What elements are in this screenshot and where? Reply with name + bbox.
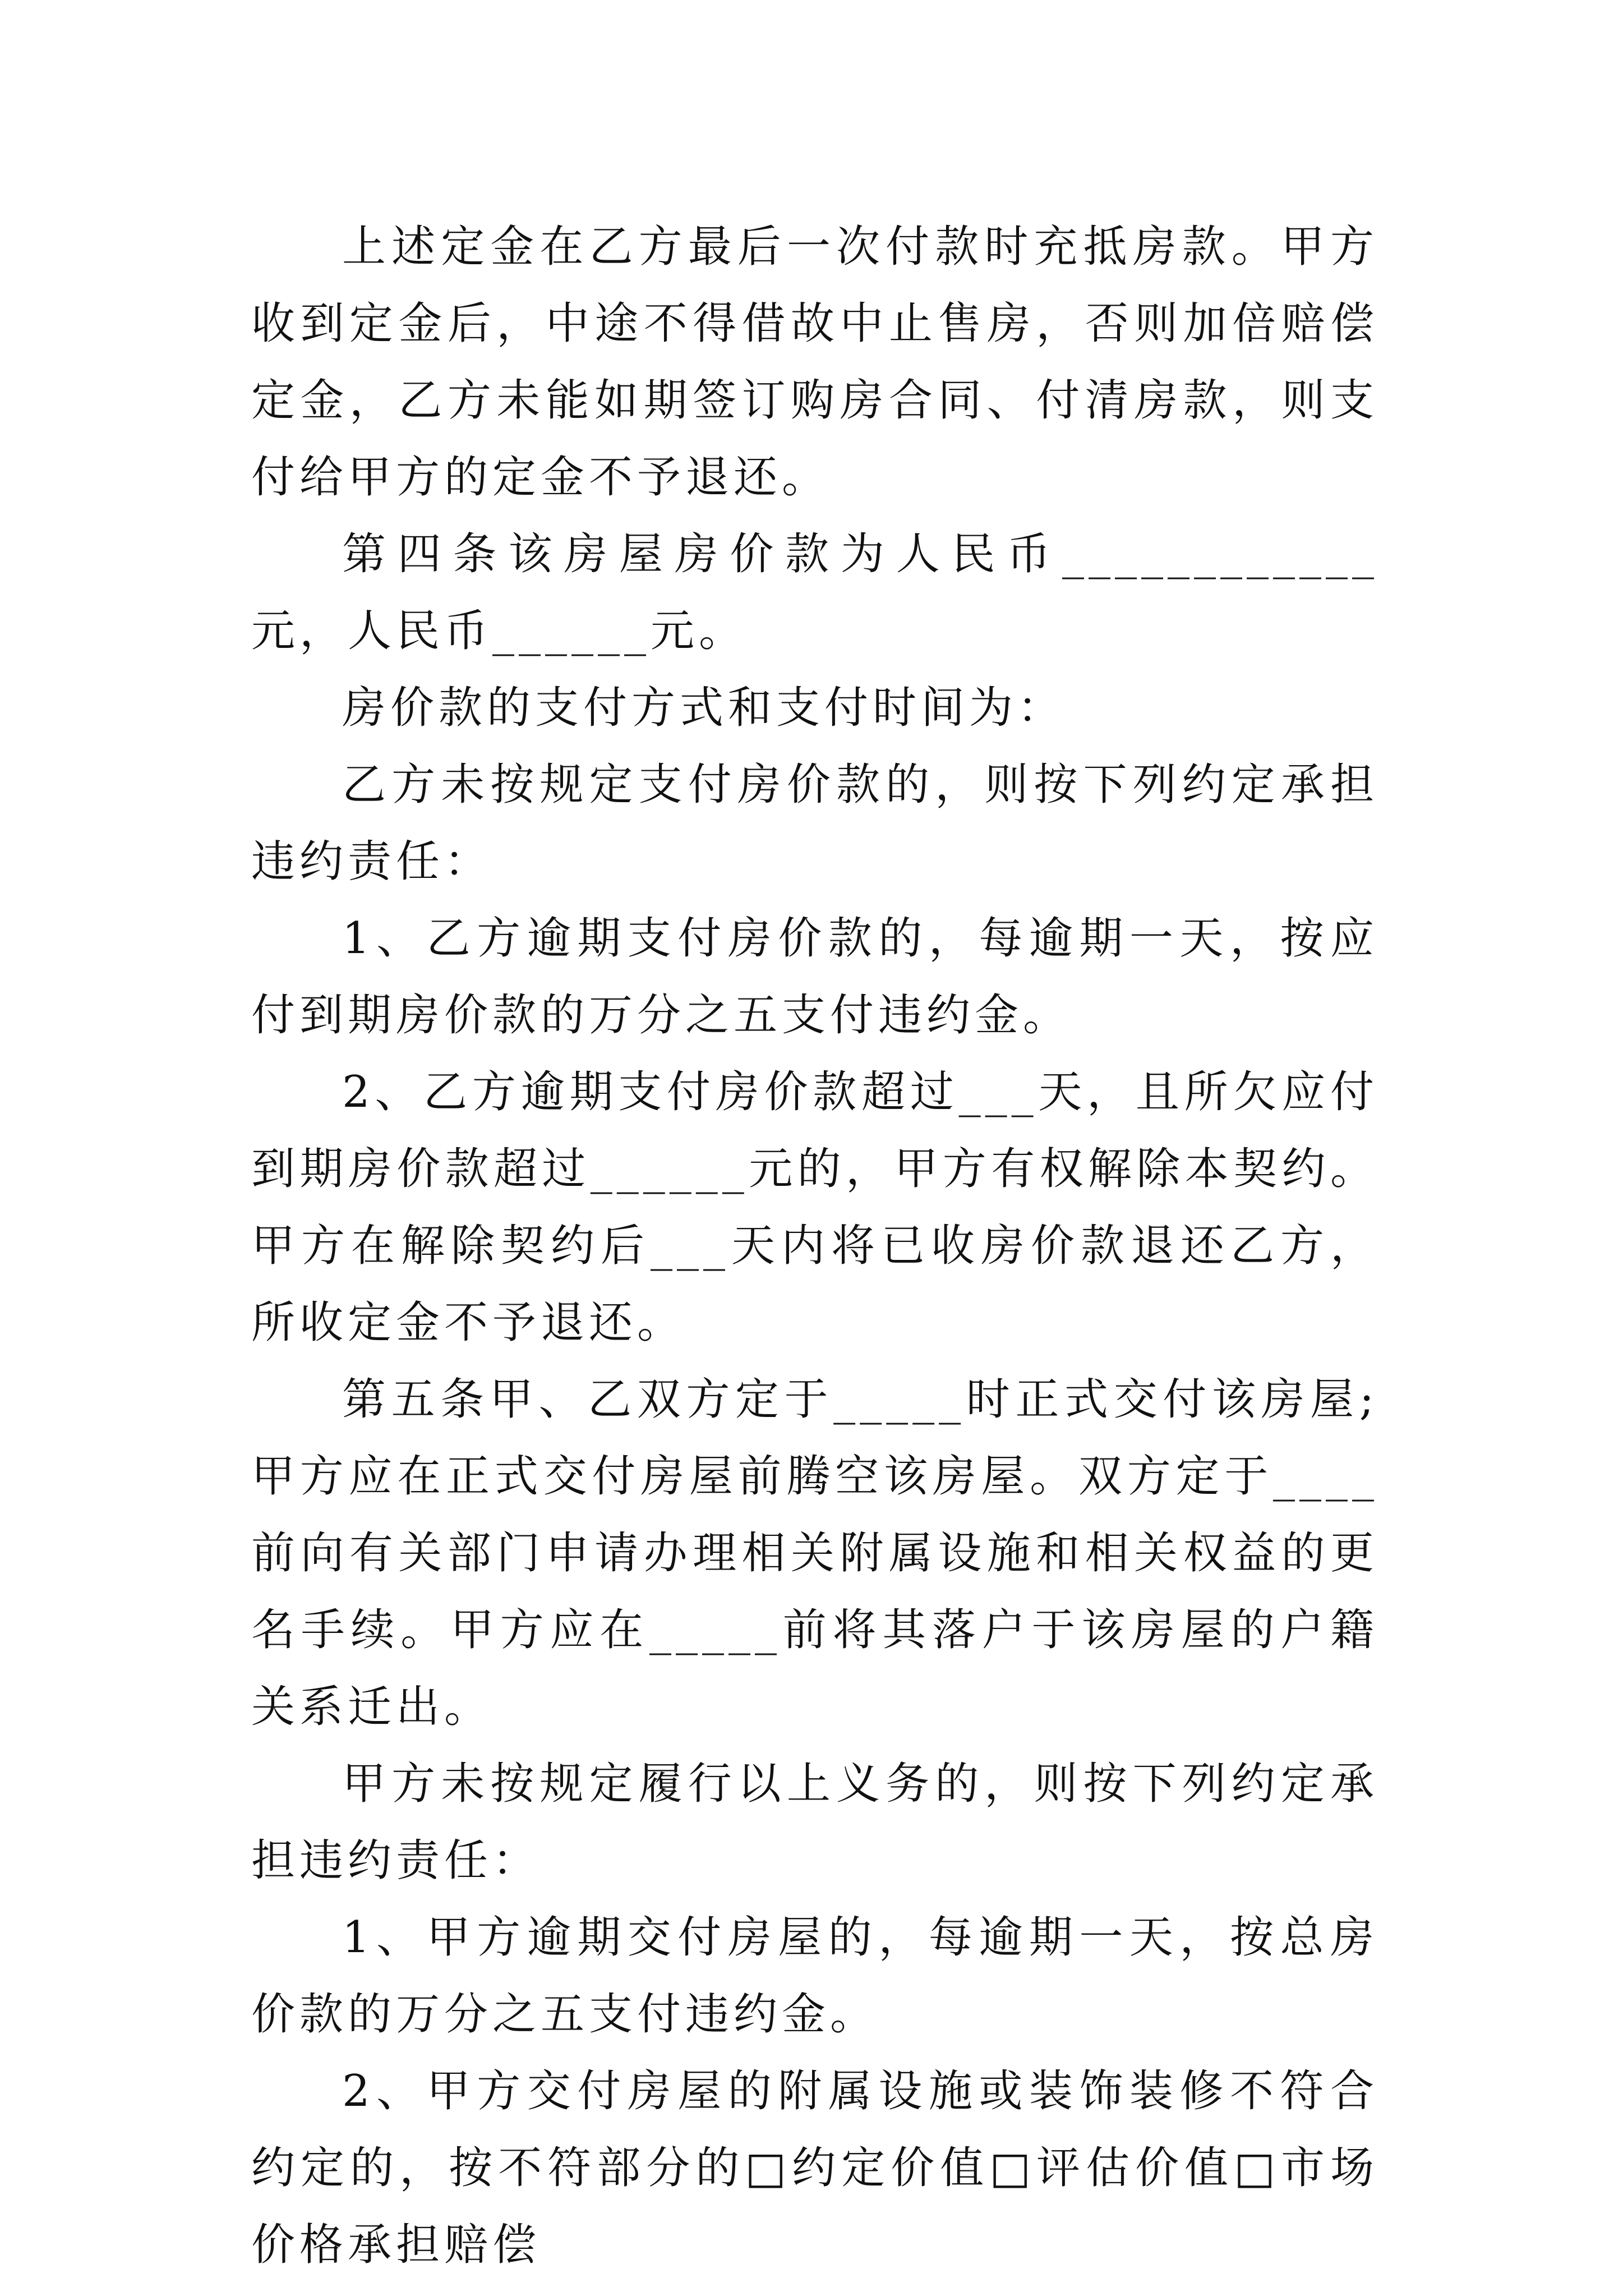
paragraph-article-5-delivery: 第五条甲、乙双方定于_____时正式交付该房屋;甲方应在正式交付房屋前腾空该房屋。双方定于____前向有关部门申请办理相关附属设施和相关权益的更名手续。甲方应在_____前将其落户于该房屋的户籍关系迁出。 <box>251 1374 1378 1732</box>
paragraph-buyer-liability: 乙方未按规定支付房价款的，则按下列约定承担违约责任： <box>251 760 1378 887</box>
paragraph-buyer-liability-2: 2、乙方逾期支付房价款超过___天，且所欠应付到期房价款超过______元的，甲方有权解除本契约。甲方在解除契约后___天内将已收房价款退还乙方，所收定金不予退还。 <box>251 1067 1378 1348</box>
paragraph-seller-liability-2: 2、甲方交付房屋的附属设施或装饰装修不符合约定的，按不符部分的□约定价值□评估价值□市场价格承担赔偿 <box>251 2066 1378 2270</box>
paragraph-seller-liability: 甲方未按规定履行以上义务的，则按下列约定承担违约责任： <box>251 1759 1378 1886</box>
paragraph-seller-liability-1: 1、甲方逾期交付房屋的，每逾期一天，按总房价款的万分之五支付违约金。 <box>251 1912 1378 2040</box>
paragraph-deposit: 上述定金在乙方最后一次付款时充抵房款。甲方收到定金后，中途不得借故中止售房，否则加倍赔偿定金，乙方未能如期签订购房合同、付清房款，则支付给甲方的定金不予退还。 <box>251 222 1378 503</box>
paragraph-payment-method: 房价款的支付方式和支付时间为： <box>342 683 1066 733</box>
document-body <box>251 209 1378 2284</box>
paragraph-article-4-price: 第四条该房屋房价款为人民币____________元，人民币______元。 <box>251 529 1378 656</box>
paragraph-buyer-liability-1: 1、乙方逾期支付房价款的，每逾期一天，按应付到期房价款的万分之五支付违约金。 <box>251 913 1378 1041</box>
